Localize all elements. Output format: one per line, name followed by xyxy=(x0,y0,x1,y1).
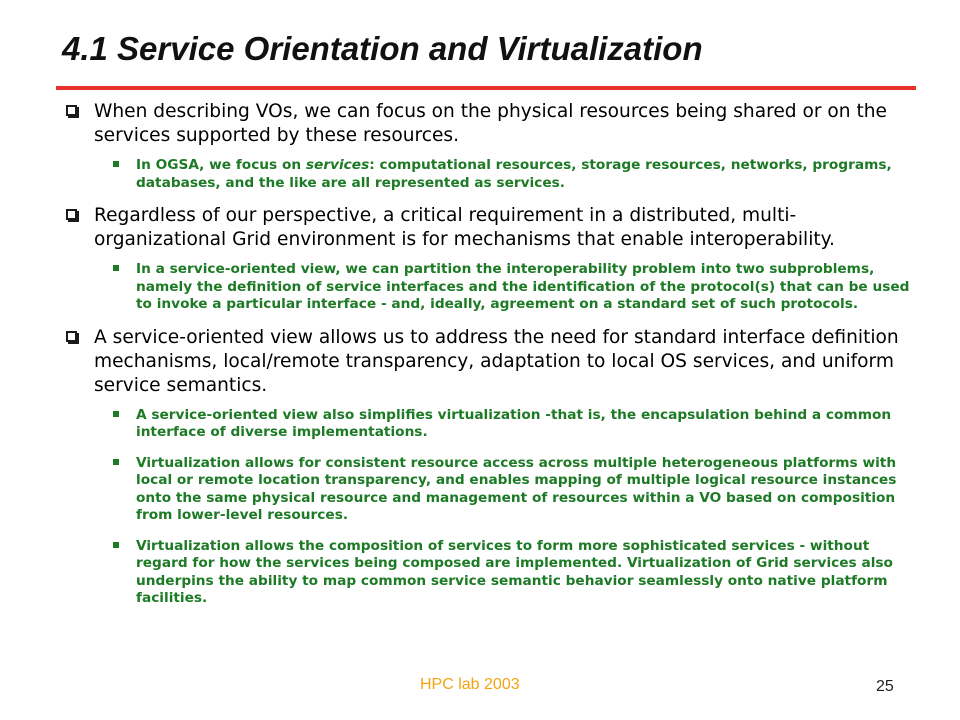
footer-label: HPC lab 2003 xyxy=(420,676,520,693)
square-bullet-icon xyxy=(66,209,77,220)
sub-bullet-item xyxy=(0,455,960,525)
bullet-text: Regardless of our perspective, a critical requirement in a distributed, multi-organizational Grid environment is for mechanisms that enable interoperability. xyxy=(94,205,835,250)
bullet-text: When describing VOs, we can focus on the physical resources being shared or on the services supported by these resources. xyxy=(94,101,887,146)
bullet-item xyxy=(0,100,960,148)
bullet-item xyxy=(0,204,960,252)
sub-bullet-item xyxy=(0,407,960,442)
sub-bullet-item xyxy=(0,261,960,314)
sub-bullet-text: In a service-oriented view, we can partition the interoperability problem into two subproblems, namely the definition of service interfaces and the identification of the protocol(s) that can be used to invoke a particular interface - and, ideally, agreement on a standard set of such protocols. xyxy=(136,261,910,312)
square-bullet-icon xyxy=(66,105,77,116)
sub-bullet-item xyxy=(0,538,960,608)
sub-bullet-text xyxy=(136,157,892,191)
title-underline xyxy=(56,86,916,90)
small-square-bullet-icon xyxy=(113,542,119,548)
small-square-bullet-icon xyxy=(113,459,119,465)
slide-title: 4.1 Service Orientation and Virtualization xyxy=(62,30,703,67)
sub-bullet-item xyxy=(0,157,960,192)
sub-bullet-text: Virtualization allows the composition of services to form more sophisticated services - without regard for how the services being composed are implemented. Virtualization of Grid services also underpins the ability to map common service semantic behavior seamlessly onto native platform facilities. xyxy=(136,537,893,606)
slide-body xyxy=(0,100,960,608)
bullet-text: A service-oriented view allows us to address the need for standard interface definition mechanisms, local/remote transparency, adaptation to local OS services, and uniform service semantics. xyxy=(94,326,899,396)
sub-bullet-text: A service-oriented view also simplifies virtualization -that is, the encapsulation behind a common interface of diverse implementations. xyxy=(136,406,892,440)
sub-bullet-text-part: In OGSA, we focus on xyxy=(136,157,306,173)
sub-bullet-text: Virtualization allows for consistent resource access across multiple heterogeneous platforms with local or remote location transparency, and enables mapping of multiple logical resource instances onto the same physical resource and management of resources within a VO based on composition from lower-level resources. xyxy=(136,454,897,523)
square-bullet-icon xyxy=(66,331,77,342)
bullet-item xyxy=(0,326,960,398)
small-square-bullet-icon xyxy=(113,265,119,271)
small-square-bullet-icon xyxy=(113,411,119,417)
small-square-bullet-icon xyxy=(113,161,119,167)
sub-bullet-emphasis: services xyxy=(305,157,370,173)
page-number: 25 xyxy=(876,678,894,695)
sub-bullet-text-part: : computational resources, storage resources, networks, programs, databases, and the like are all represented as services. xyxy=(136,157,892,191)
